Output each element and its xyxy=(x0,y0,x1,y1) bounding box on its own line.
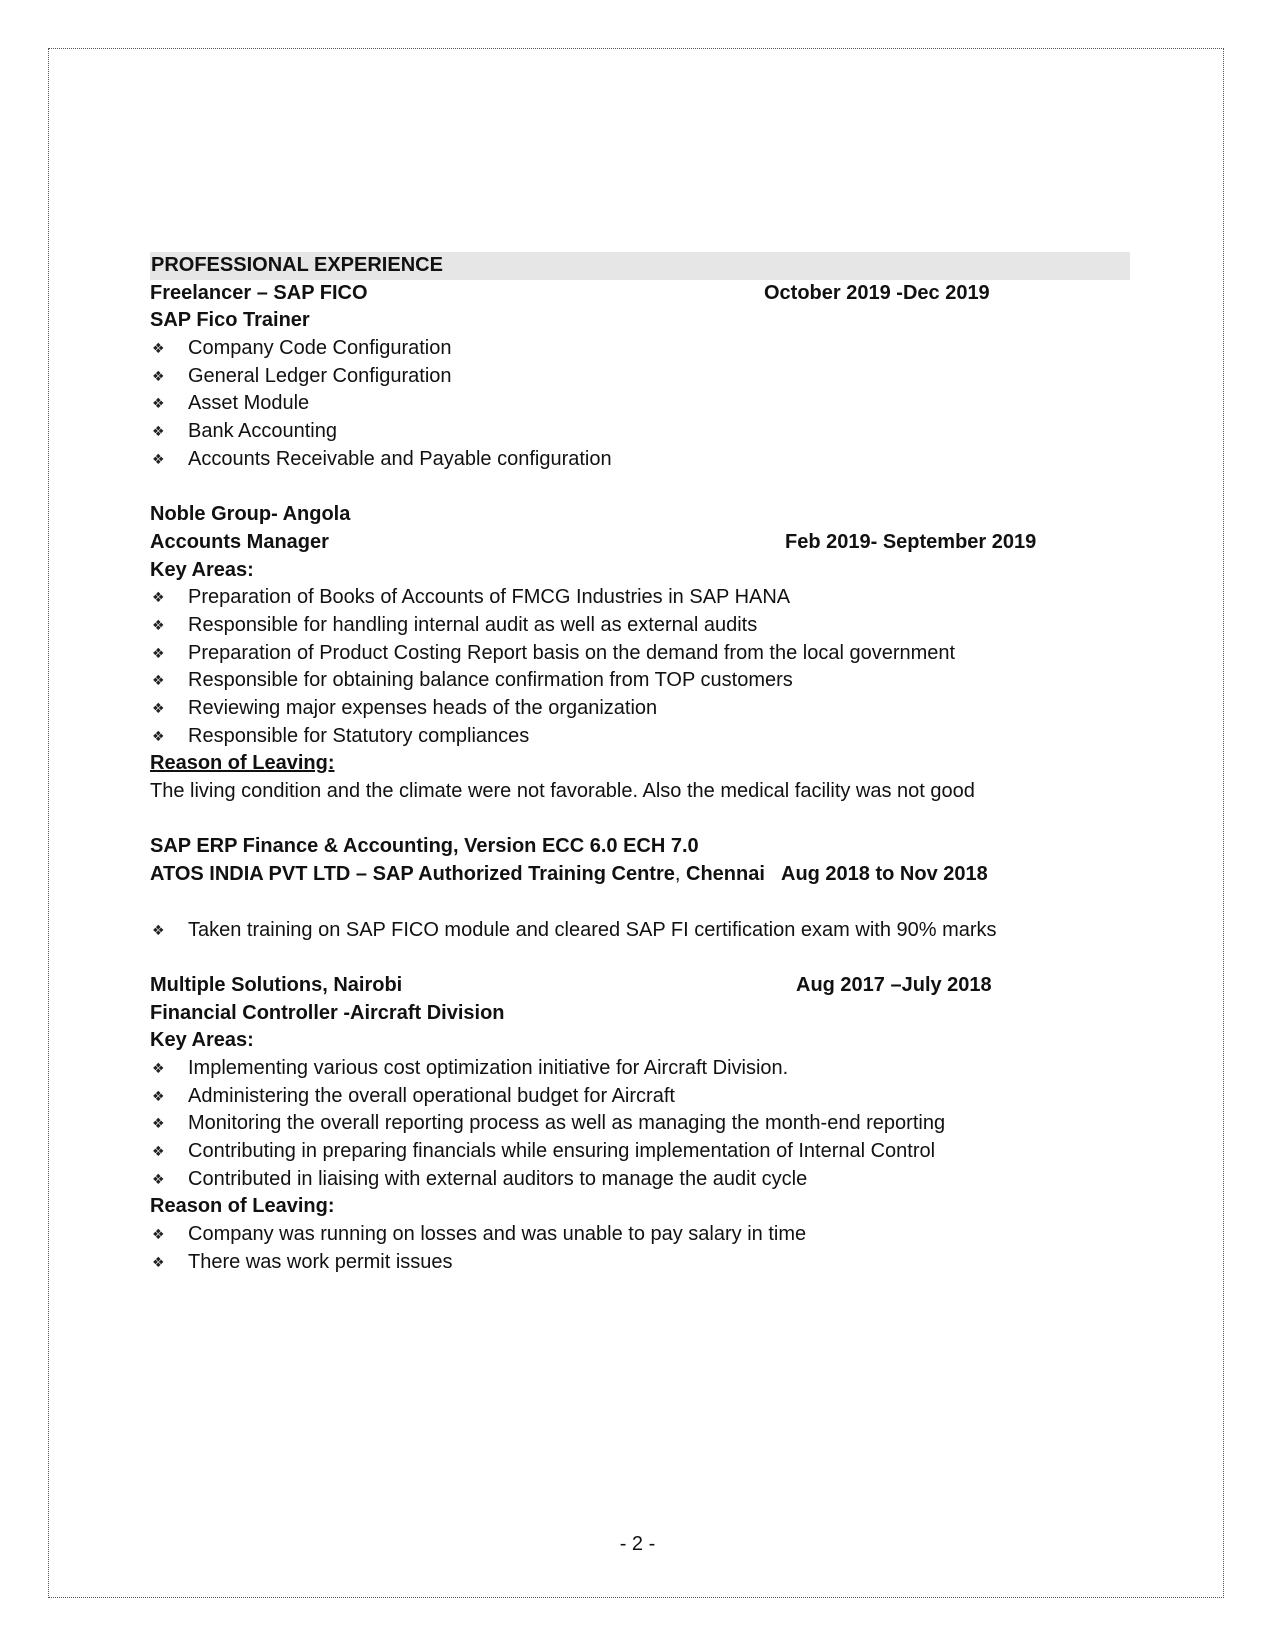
diamond-bullet-icon: ❖ xyxy=(152,1059,165,1076)
list-item: ❖ General Ledger Configuration xyxy=(150,363,1130,391)
list-item: ❖ Bank Accounting xyxy=(150,418,1130,446)
diamond-bullet-icon: ❖ xyxy=(152,1253,165,1270)
role-title: SAP Fico Trainer xyxy=(150,309,310,332)
list-item: ❖ Responsible for Statutory compliances xyxy=(150,723,1130,751)
reason-label: Reason of Leaving: xyxy=(150,1195,335,1218)
list-item: ❖ Taken training on SAP FICO module and cleared SAP FI certification exam with 90% marks xyxy=(150,917,1130,945)
comma: , xyxy=(674,863,681,886)
diamond-bullet-icon: ❖ xyxy=(152,727,165,744)
list-item: ❖ Accounts Receivable and Payable configuration xyxy=(150,446,1130,474)
city: Chennai xyxy=(680,863,765,886)
section-title: PROFESSIONAL EXPERIENCE xyxy=(150,252,1130,280)
company-name: ATOS INDIA PVT LTD – SAP Authorized Training Centre xyxy=(150,863,675,886)
diamond-bullet-icon: ❖ xyxy=(152,921,165,938)
date-range: Aug 2017 –July 2018 xyxy=(796,973,992,996)
diamond-bullet-icon: ❖ xyxy=(152,450,165,467)
bullet-list xyxy=(150,1055,1130,1193)
list-item: ❖ Contributing in preparing financials while ensuring implementation of Internal Control xyxy=(150,1138,1130,1166)
date-range: October 2019 -Dec 2019 xyxy=(764,281,990,304)
list-item: ❖ Preparation of Product Costing Report basis on the demand from the local government xyxy=(150,640,1130,668)
date-range: Feb 2019- September 2019 xyxy=(785,530,1037,553)
list-item: ❖ Company was running on losses and was unable to pay salary in time xyxy=(150,1221,1130,1249)
diamond-bullet-icon: ❖ xyxy=(152,423,165,440)
role-title: Financial Controller -Aircraft Division xyxy=(150,1001,505,1024)
diamond-bullet-icon: ❖ xyxy=(152,589,165,606)
date-range: Aug 2018 to Nov 2018 xyxy=(781,863,988,886)
reason-label: Reason of Leaving: xyxy=(150,752,335,775)
atos-header xyxy=(150,861,1130,889)
diamond-bullet-icon: ❖ xyxy=(152,1087,165,1104)
reason-text: The living condition and the climate were not favorable. Also the medical facility was not good xyxy=(150,780,975,803)
key-areas-label: Key Areas: xyxy=(150,558,254,581)
diamond-bullet-icon: ❖ xyxy=(152,395,165,412)
list-item: ❖ Implementing various cost optimization initiative for Aircraft Division. xyxy=(150,1055,1130,1083)
noble-role-row xyxy=(150,529,1130,557)
diamond-bullet-icon: ❖ xyxy=(152,1170,165,1187)
key-areas-label: Key Areas: xyxy=(150,1029,254,1052)
diamond-bullet-icon: ❖ xyxy=(152,672,165,689)
diamond-bullet-icon: ❖ xyxy=(152,616,165,633)
list-item: ❖ Monitoring the overall reporting process as well as managing the month-end reporting xyxy=(150,1110,1130,1138)
resume-content xyxy=(150,252,1130,1276)
role-title: Accounts Manager xyxy=(150,530,329,553)
company-name: Multiple Solutions, Nairobi xyxy=(150,973,403,996)
list-item: ❖ Company Code Configuration xyxy=(150,335,1130,363)
list-item: ❖ Contributed in liaising with external auditors to manage the audit cycle xyxy=(150,1166,1130,1194)
multiple-header xyxy=(150,972,1130,1000)
diamond-bullet-icon: ❖ xyxy=(152,340,165,357)
list-item: ❖ Administering the overall operational budget for Aircraft xyxy=(150,1083,1130,1111)
company-name: Noble Group- Angola xyxy=(150,503,351,526)
list-item: ❖ Preparation of Books of Accounts of FMCG Industries in SAP HANA xyxy=(150,584,1130,612)
list-item: ❖ Reviewing major expenses heads of the organization xyxy=(150,695,1130,723)
diamond-bullet-icon: ❖ xyxy=(152,1226,165,1243)
diamond-bullet-icon: ❖ xyxy=(152,1143,165,1159)
list-item: ❖ There was work permit issues xyxy=(150,1249,1130,1277)
page-number: - 2 - xyxy=(619,1533,656,1555)
program-title: SAP ERP Finance & Accounting, Version ECC 6.0 ECH 7.0 xyxy=(150,835,699,858)
bullet-list xyxy=(150,584,1130,750)
diamond-bullet-icon: ❖ xyxy=(152,700,165,716)
bullet-list xyxy=(150,335,1130,473)
diamond-bullet-icon: ❖ xyxy=(152,1115,165,1132)
company-name: Freelancer – SAP FICO xyxy=(150,281,368,304)
list-item: ❖ Responsible for obtaining balance confirmation from TOP customers xyxy=(150,667,1130,695)
diamond-bullet-icon: ❖ xyxy=(152,644,165,661)
bullet-list xyxy=(150,917,1130,945)
list-item: ❖ Responsible for handling internal audit as well as external audits xyxy=(150,612,1130,640)
freelancer-header xyxy=(150,280,1130,308)
diamond-bullet-icon: ❖ xyxy=(152,367,165,384)
list-item: ❖ Asset Module xyxy=(150,390,1130,418)
bullet-list xyxy=(150,1221,1130,1276)
